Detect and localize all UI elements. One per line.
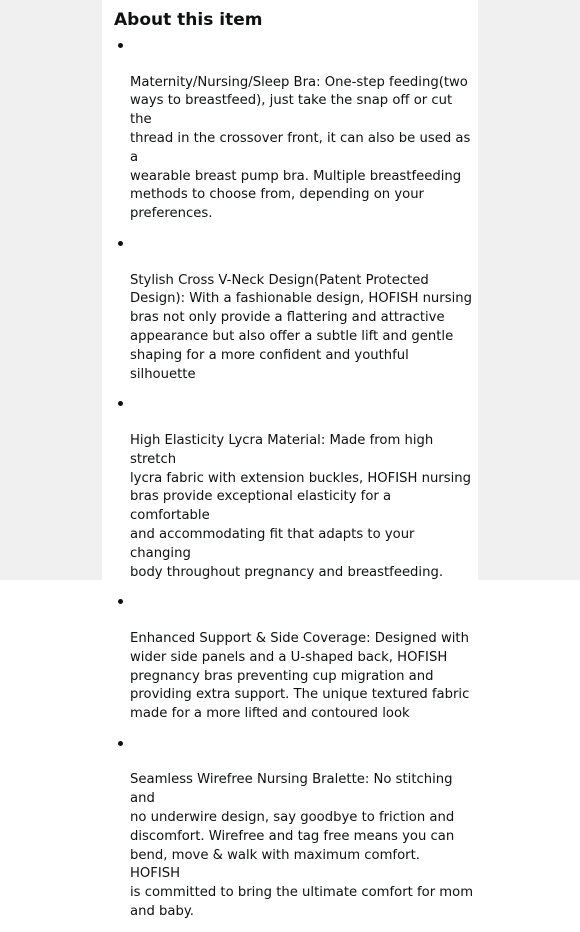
feature-bullet-text: Maternity/Nursing/Sleep Bra: One-step feeding(two ways to breastfeed), just take the snap off or cut the thread in the crossover front, it can also be used as a wearable breast pump bra. Multiple breastfeeding methods to choose from, depending on your preferences. xyxy=(130,74,471,222)
feature-bullet-text: Stylish Cross V-Neck Design(Patent Protected Design): With a fashionable design, HOFISH nursing bras not only provide a flattering and attractive appearance but also offer a subtle lift and gentle shaping for a more confident and youthful silhouette xyxy=(130,272,472,382)
right-margin xyxy=(478,0,580,580)
bullet-dot-icon xyxy=(118,241,123,246)
feature-bullet-text: Seamless Wirefree Nursing Bralette: No stitching and no underwire design, say goodbye to friction and discomfort. Wirefree and tag free means you can bend, move & walk with maximum comfort. HOFISH is committed to bring the ultimate comfort for mom and baby. xyxy=(130,772,474,920)
feature-bullet xyxy=(102,592,478,724)
bullet-dot-icon xyxy=(118,599,123,604)
feature-bullet xyxy=(102,36,478,224)
about-this-item-panel xyxy=(102,0,478,920)
feature-bullet-list xyxy=(102,36,478,932)
bullet-dot-icon xyxy=(118,741,123,746)
feature-bullet xyxy=(102,234,478,384)
feature-bullet-text: Enhanced Support & Side Coverage: Designed with wider side panels and a U-shaped back, HOFISH pregnancy bras preventing cup migration and providing extra support. The unique textured fabric made for a more lifted and contoured look xyxy=(130,630,470,722)
feature-bullet xyxy=(102,394,478,582)
feature-bullet xyxy=(102,734,478,922)
section-title: About this item xyxy=(114,10,263,30)
bullet-dot-icon xyxy=(118,401,123,406)
left-margin xyxy=(0,0,102,580)
bullet-dot-icon xyxy=(118,43,123,48)
feature-bullet-text: High Elasticity Lycra Material: Made from high stretch lycra fabric with extension buckles, HOFISH nursing bras provide exceptional elasticity for a comfortable and accommodating fit that adapts to your changing body throughout pregnancy and breastfeeding. xyxy=(130,432,471,580)
